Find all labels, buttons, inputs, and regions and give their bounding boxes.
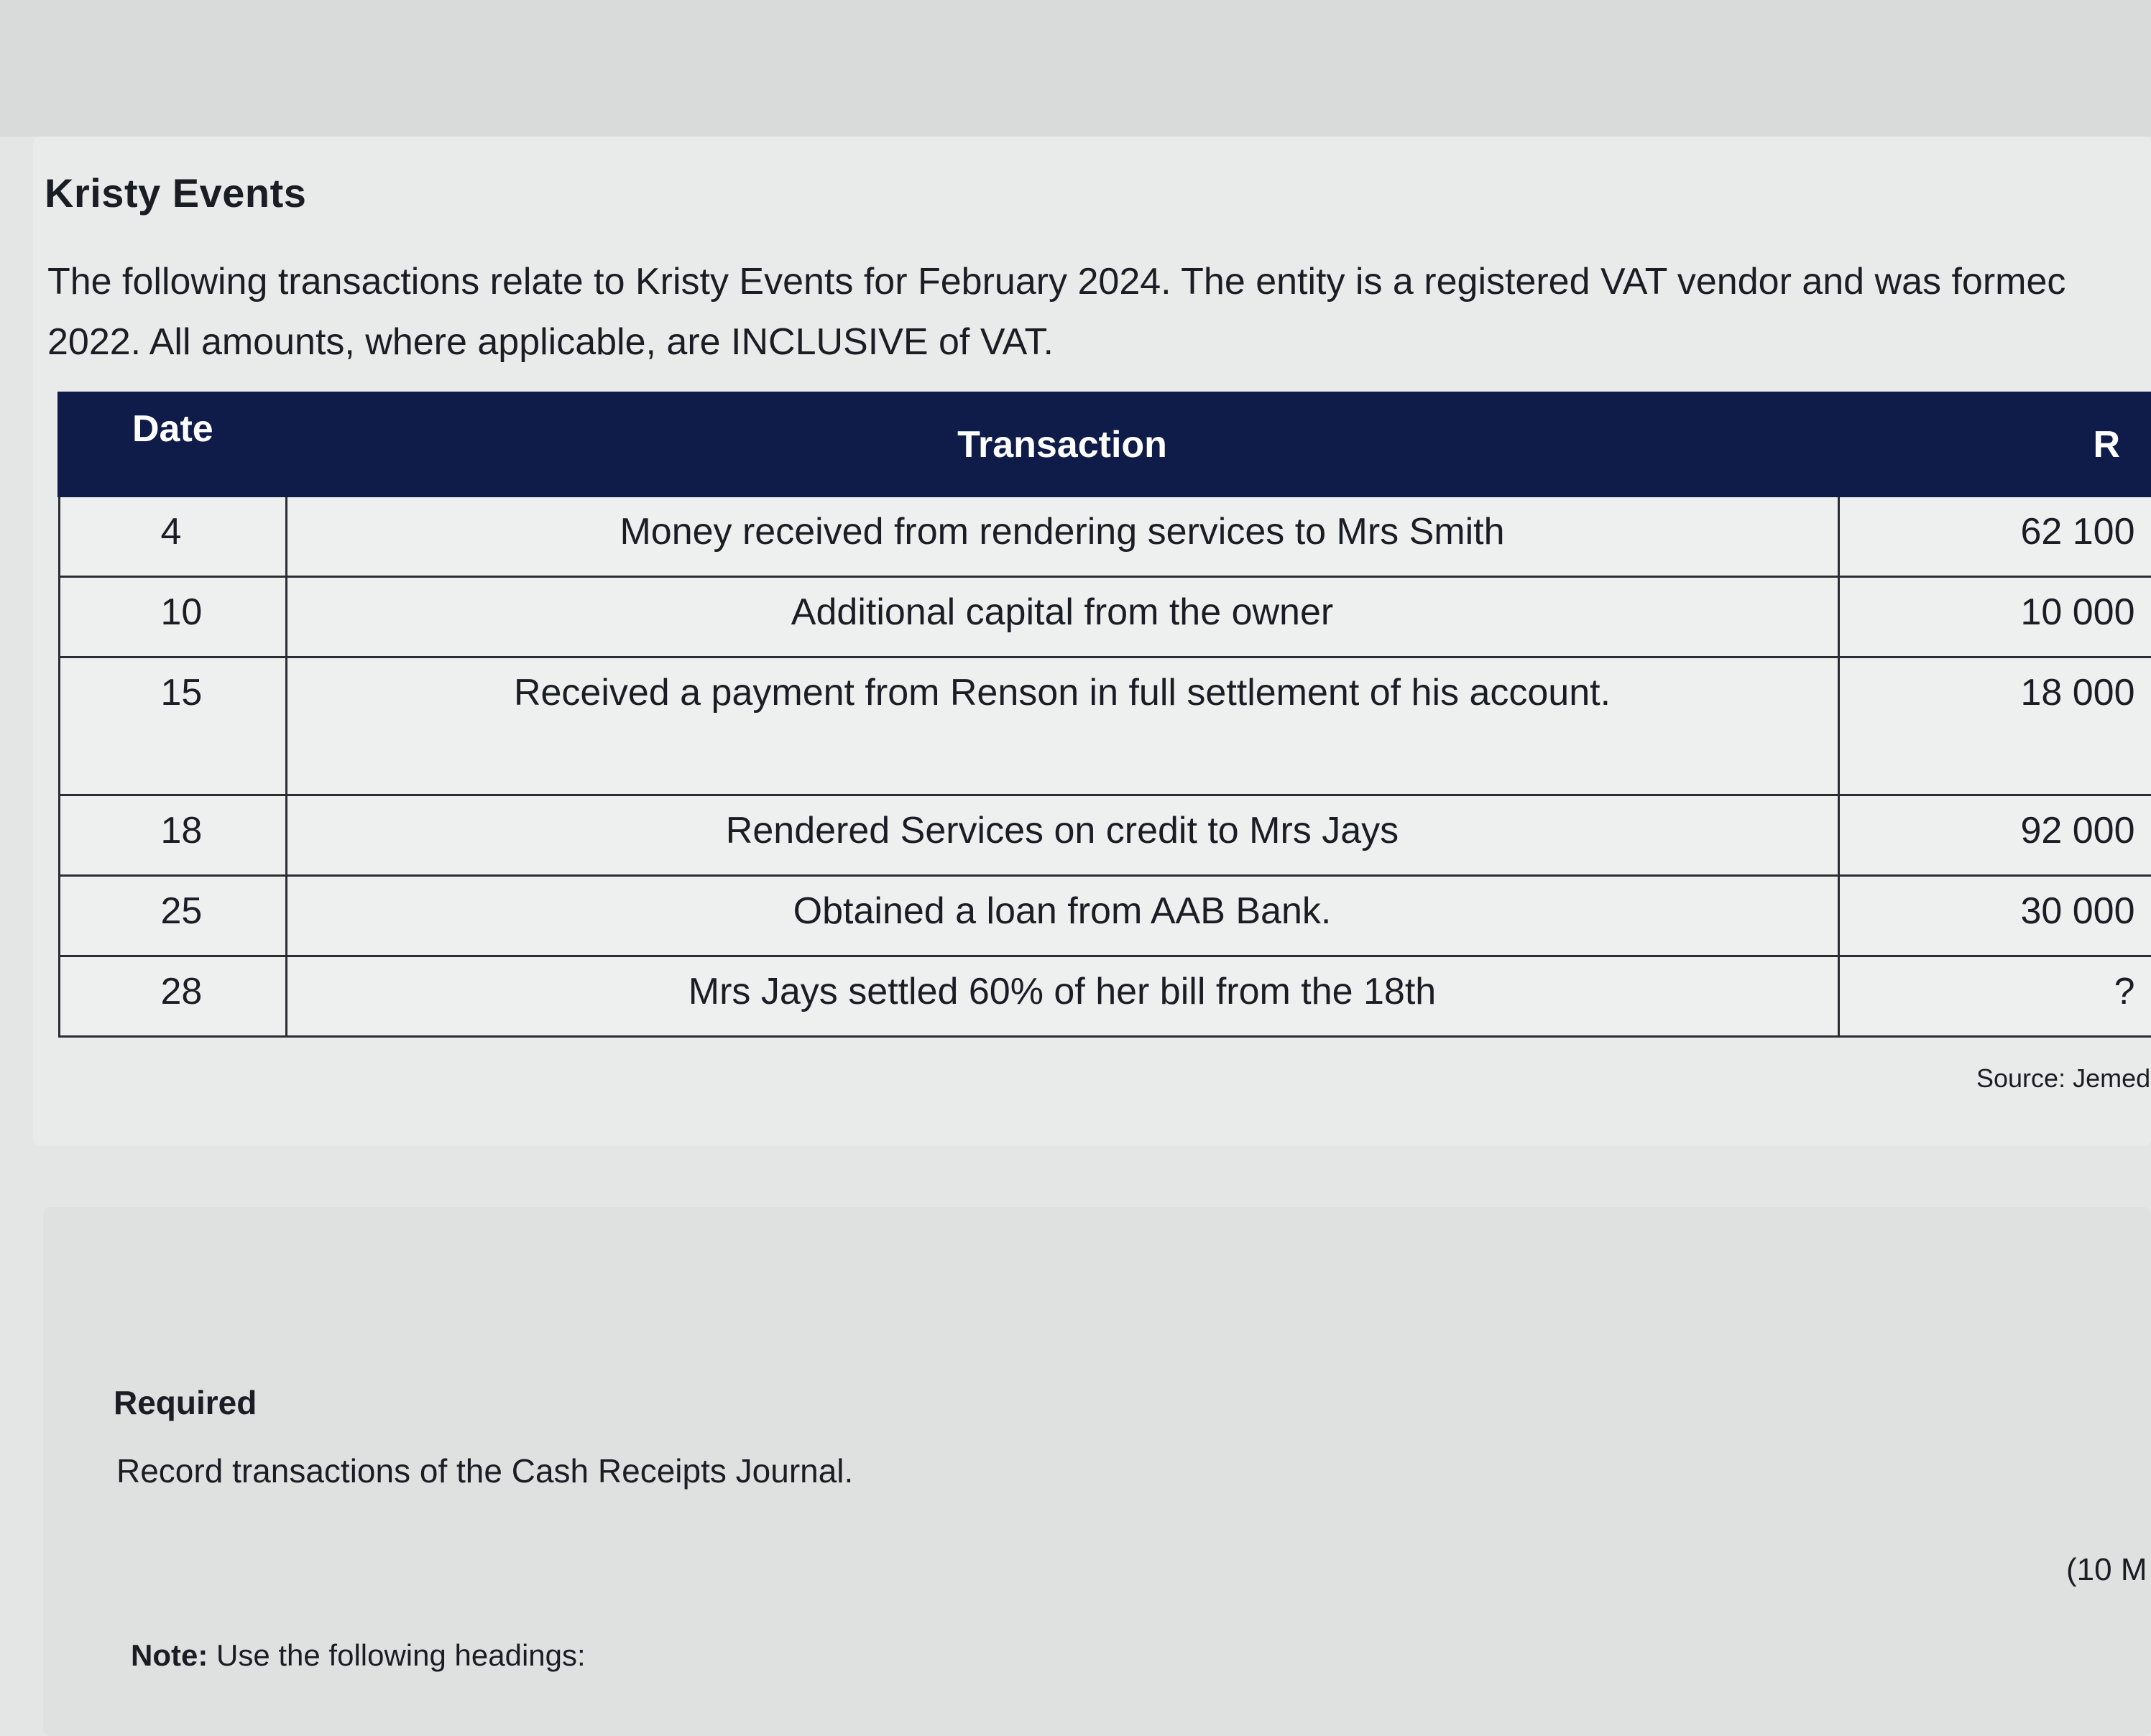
cell-date: 10 <box>59 577 286 657</box>
cell-date: 18 <box>59 795 286 876</box>
table-header-row <box>59 393 2151 496</box>
cell-amount: 30 000 <box>1838 876 2151 956</box>
page-title: Kristy Events <box>45 170 307 216</box>
header-date: Date <box>59 393 286 496</box>
cell-transaction: Additional capital from the owner <box>286 577 1838 657</box>
cell-amount: 18 000 <box>1838 657 2151 795</box>
table-row <box>59 876 2151 956</box>
required-heading: Required <box>114 1384 257 1421</box>
cell-transaction: Obtained a loan from AAB Bank. <box>286 876 1838 956</box>
table-row <box>59 657 2151 795</box>
cell-transaction: Money received from rendering services to Mrs Smith <box>286 496 1838 577</box>
cell-date: 28 <box>59 956 286 1037</box>
table-row <box>59 496 2151 577</box>
note <box>131 1638 586 1673</box>
intro-line-2: 2022. All amounts, where applicable, are INCLUSIVE of VAT. <box>47 321 1054 363</box>
cell-date: 25 <box>59 876 286 956</box>
transactions-table <box>57 392 2151 1038</box>
cell-amount: 92 000 <box>1838 795 2151 876</box>
intro-paragraph <box>47 251 2151 372</box>
note-text: Use the following headings: <box>216 1638 586 1672</box>
note-label: Note: <box>131 1638 208 1672</box>
top-area <box>0 0 2151 137</box>
table-row <box>59 577 2151 657</box>
cell-amount: 10 000 <box>1838 577 2151 657</box>
header-transaction: Transaction <box>286 393 1838 496</box>
required-instruction: Record transactions of the Cash Receipts Journal. <box>116 1452 854 1490</box>
table-row <box>59 956 2151 1037</box>
marks-label: (10 M <box>2066 1552 2147 1587</box>
header-amount: R <box>1838 393 2151 496</box>
cell-amount: ? <box>1838 956 2151 1037</box>
intro-line-1: The following transactions relate to Kristy Events for February 2024. The entity is a registered VAT vendor and was formec <box>47 261 2066 303</box>
cell-transaction: Rendered Services on credit to Mrs Jays <box>286 795 1838 876</box>
cell-amount: 62 100 <box>1838 496 2151 577</box>
cell-date: 4 <box>59 496 286 577</box>
cell-transaction: Mrs Jays settled 60% of her bill from the 18th <box>286 956 1838 1037</box>
source-citation: Source: Jemed <box>1976 1063 2151 1093</box>
cell-date: 15 <box>59 657 286 795</box>
table-row <box>59 795 2151 876</box>
cell-transaction: Received a payment from Renson in full settlement of his account. <box>286 657 1838 795</box>
